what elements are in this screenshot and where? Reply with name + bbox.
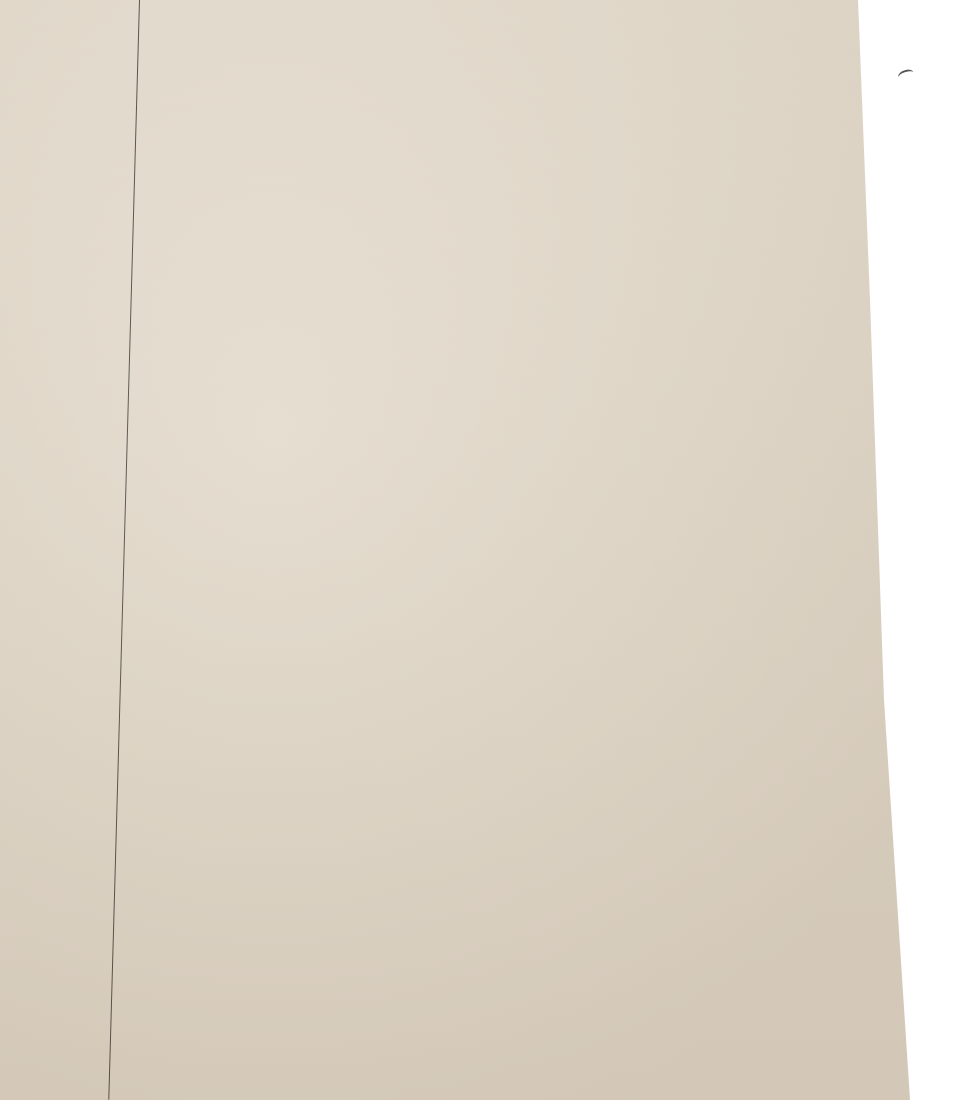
left-column-fragments: [0, 0, 173, 1100]
stray-mark: [897, 68, 915, 82]
article-column: [145, 0, 656, 39]
